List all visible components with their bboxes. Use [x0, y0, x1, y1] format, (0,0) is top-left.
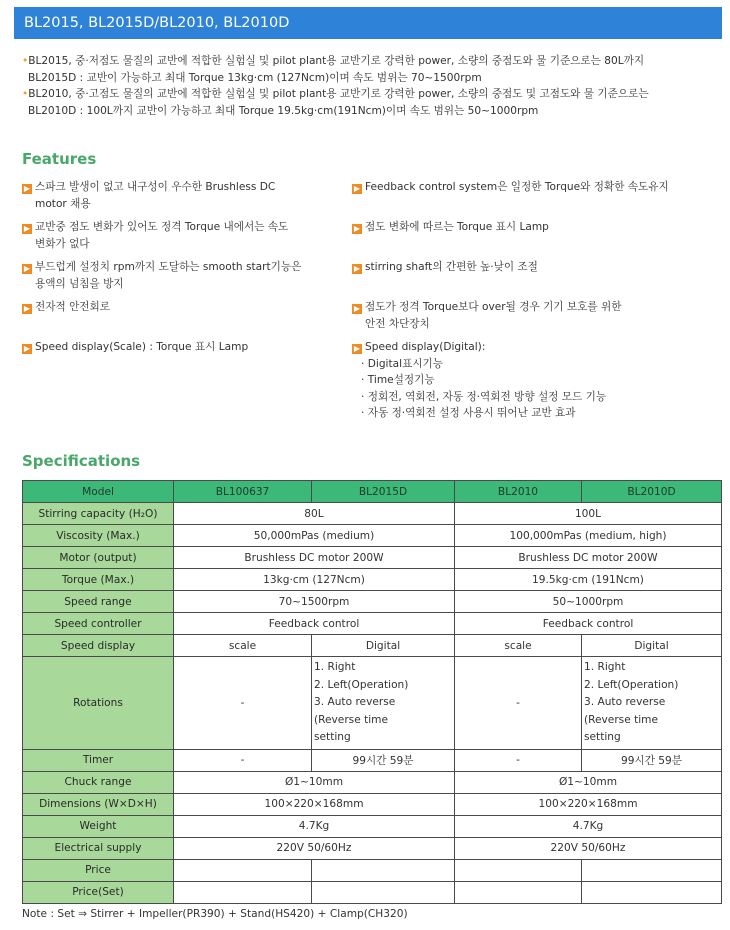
table-cell: Brushless DC motor 200W: [174, 547, 455, 569]
column-header: BL2010: [455, 481, 582, 503]
table-cell: Feedback control: [174, 613, 455, 635]
intro-line: [22, 86, 722, 103]
specifications-title: Specifications: [22, 452, 141, 470]
feature-text: motor 채용: [35, 197, 91, 210]
list-item: 1. Right: [584, 661, 626, 673]
table-cell: 80L: [174, 503, 455, 525]
rotation-list: [312, 657, 455, 750]
row-label: Viscosity (Max.): [23, 525, 174, 547]
table-cell: -: [174, 657, 312, 750]
table-row: [23, 547, 722, 569]
feature-item: [352, 339, 606, 422]
feature-subitem: · 정회전, 역회전, 자동 정·역회전 방향 설정 모드 기능: [361, 390, 607, 403]
table-cell: 100×220×168mm: [174, 793, 455, 815]
page-title: BL2015, BL2015D/BL2010, BL2010D: [24, 15, 290, 31]
bullet-icon: •: [22, 55, 29, 67]
table-cell: -: [455, 749, 582, 771]
table-row: [23, 635, 722, 657]
table-row: [23, 771, 722, 793]
list-item: 2. Left(Operation): [314, 678, 409, 691]
table-cell: Digital: [582, 635, 722, 657]
table-cell: 50~1000rpm: [455, 591, 722, 613]
row-label: Timer: [23, 749, 174, 771]
list-item: setting: [584, 731, 621, 743]
feature-text: Speed display(Scale) : Torque 표시 Lamp: [35, 341, 249, 353]
list-item: 1. Right: [314, 661, 356, 673]
feature-text: 안전 차단장치: [365, 317, 430, 330]
intro-line-text: BL2015D : 교반이 가능하고 최대 Torque 13kg·cm (127Ncm)이며 속도 범위는 70~1500rpm: [28, 71, 482, 84]
feature-item: [352, 259, 538, 276]
table-cell: -: [455, 657, 582, 750]
table-cell: Feedback control: [455, 613, 722, 635]
table-row: [23, 881, 722, 903]
table-cell: [582, 881, 722, 903]
column-header: BL100637: [174, 481, 312, 503]
table-cell: 220V 50/60Hz: [455, 837, 722, 859]
table-cell: [174, 859, 312, 881]
feature-item: [22, 339, 248, 356]
table-cell: 50,000mPas (medium): [174, 525, 455, 547]
table-cell: 4.7Kg: [174, 815, 455, 837]
table-cell: 99시간 59분: [582, 749, 722, 771]
feature-text: 용액의 넘침을 방지: [35, 277, 124, 290]
table-cell: scale: [174, 635, 312, 657]
table-cell: [174, 881, 312, 903]
row-label: Chuck range: [23, 771, 174, 793]
table-row: [23, 815, 722, 837]
table-cell: Digital: [312, 635, 455, 657]
rotation-list: [582, 657, 722, 750]
column-header: Model: [23, 481, 174, 503]
features-title: Features: [22, 150, 97, 168]
table-row: [23, 793, 722, 815]
intro-line: [22, 103, 722, 120]
feature-item: [352, 219, 549, 236]
table-cell: 70~1500rpm: [174, 591, 455, 613]
table-row: [23, 657, 722, 750]
feature-subitem: · 자동 정·역회전 설정 사용시 뛰어난 교반 효과: [361, 407, 576, 419]
feature-text: Speed display(Digital):: [365, 341, 486, 353]
feature-item: [22, 179, 275, 212]
feature-item: [22, 219, 288, 252]
table-cell: [455, 859, 582, 881]
feature-item: [22, 299, 110, 316]
arrow-icon: ▶: [353, 184, 361, 193]
list-item: 3. Auto reverse: [584, 696, 666, 708]
column-header: BL2010D: [582, 481, 722, 503]
table-cell: 100L: [455, 503, 722, 525]
table-cell: 19.5kg·cm (191Ncm): [455, 569, 722, 591]
intro-line-text: BL2010, 중·고점도 물질의 교반에 적합한 실험실 및 pilot plant용 교반기로 강력한 power, 소량의 중점도 및 고점도와 물 기준으로는: [28, 88, 649, 100]
table-row: [23, 749, 722, 771]
table-cell: [582, 859, 722, 881]
feature-text: 부드럽게 설정치 rpm까지 도달하는 smooth start기능은: [35, 261, 302, 273]
row-label: Electrical supply: [23, 837, 174, 859]
bullet-icon: •: [22, 88, 29, 100]
list-item: (Reverse time: [584, 713, 659, 726]
feature-text: 점도가 정격 Torque보다 over될 경우 기기 보호를 위한: [365, 301, 622, 313]
feature-item: [22, 259, 301, 292]
arrow-icon: ▶: [23, 224, 31, 233]
feature-text: Feedback control system은 일정한 Torque와 정확한 속도유지: [365, 181, 669, 193]
table-row: [23, 569, 722, 591]
feature-item: [352, 299, 621, 332]
arrow-icon: ▶: [353, 224, 361, 233]
page-title-bar: [14, 7, 722, 39]
table-cell: 99시간 59분: [312, 749, 455, 771]
list-item: (Reverse time: [314, 713, 389, 726]
table-row: [23, 613, 722, 635]
table-cell: Ø1~10mm: [455, 771, 722, 793]
row-label: Motor (output): [23, 547, 174, 569]
feature-text: 점도 변화에 따르는 Torque 표시 Lamp: [365, 221, 549, 233]
table-row: [23, 591, 722, 613]
intro-line-text: BL2010D : 100L까지 교반이 가능하고 최대 Torque 19.5kg·cm(191Ncm)이며 속도 범위는 50~1000rpm: [28, 104, 539, 117]
table-cell: 13kg·cm (127Ncm): [174, 569, 455, 591]
table-cell: 100,000mPas (medium, high): [455, 525, 722, 547]
table-cell: [312, 859, 455, 881]
row-label: Speed display: [23, 635, 174, 657]
table-note: Note : Set ⇒ Stirrer + Impeller(PR390) + Stand(HS420) + Clamp(CH320): [22, 908, 408, 920]
feature-text: 스파크 발생이 없고 내구성이 우수한 Brushless DC: [35, 181, 276, 193]
feature-text: 변화가 없다: [35, 237, 90, 250]
row-label: Price: [23, 859, 174, 881]
arrow-icon: ▶: [23, 344, 31, 353]
feature-text: 전자적 안전회로: [35, 301, 111, 313]
table-row: [23, 525, 722, 547]
table-cell: [455, 881, 582, 903]
table-row: [23, 503, 722, 525]
spec-table: [22, 480, 722, 904]
table-cell: scale: [455, 635, 582, 657]
table-cell: Ø1~10mm: [174, 771, 455, 793]
row-label: Weight: [23, 815, 174, 837]
row-label: Speed range: [23, 591, 174, 613]
feature-subitem: · Time설정기능: [361, 374, 435, 386]
table-cell: Brushless DC motor 200W: [455, 547, 722, 569]
intro-text: [22, 53, 722, 119]
column-header: BL2015D: [312, 481, 455, 503]
row-label: Stirring capacity (H₂O): [23, 503, 174, 525]
feature-text: stirring shaft의 간편한 높·낮이 조절: [365, 261, 538, 273]
row-label: Price(Set): [23, 881, 174, 903]
arrow-icon: ▶: [353, 264, 361, 273]
row-label: Speed controller: [23, 613, 174, 635]
arrow-icon: ▶: [23, 304, 31, 313]
table-cell: [312, 881, 455, 903]
row-label: Torque (Max.): [23, 569, 174, 591]
table-cell: -: [174, 749, 312, 771]
arrow-icon: ▶: [23, 264, 31, 273]
table-cell: 220V 50/60Hz: [174, 837, 455, 859]
intro-line: [22, 70, 722, 87]
row-label: Rotations: [23, 657, 174, 750]
feature-subitem: · Digital표시기능: [361, 357, 444, 370]
feature-text: 교반중 점도 변화가 있어도 정격 Torque 내에서는 속도: [35, 221, 289, 233]
feature-item: [352, 179, 669, 196]
table-cell: 100×220×168mm: [455, 793, 722, 815]
table-header-row: [23, 481, 722, 503]
arrow-icon: ▶: [353, 304, 361, 313]
intro-line-text: BL2015, 중·저점도 물질의 교반에 적합한 실험실 및 pilot plant용 교반기로 강력한 power, 소량의 중점도와 물 기준으로는 80L까지: [28, 55, 645, 67]
list-item: 3. Auto reverse: [314, 696, 396, 708]
list-item: 2. Left(Operation): [584, 678, 679, 691]
intro-line: [22, 53, 722, 70]
row-label: Dimensions (W×D×H): [23, 793, 174, 815]
table-row: [23, 859, 722, 881]
table-cell: 4.7Kg: [455, 815, 722, 837]
list-item: setting: [314, 731, 351, 743]
table-row: [23, 837, 722, 859]
arrow-icon: ▶: [353, 344, 361, 353]
arrow-icon: ▶: [23, 184, 31, 193]
